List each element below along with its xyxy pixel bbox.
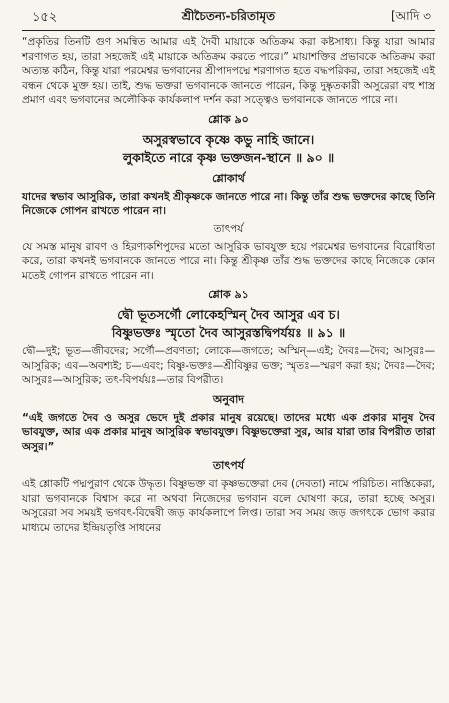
- intro-quote: “প্রকৃতির তিনটি গুণ সমন্বিত আমার এই দৈবী মায়াকে অতিক্রম করা কষ্টসাধ্য। কিন্তু যারা আমার শরণাগত হয়, তারা সহজেই এই মায়াকে অতিক্রম করতে পারে।” মায়াশক্তির প্রভাবকে অতিক্রম করা অত্যন্ত কঠিন, কিন্তু যারা পরমেশ্বর ভগবানের শ্রীপাদপদ্মে শরণাগত হতে বদ্ধপরিকর, তারা সহজেই এই বন্ধন থেকে মুক্ত হয়। তাই, শুদ্ধ ভক্তরা ভগবানকে জানতে পারেন, কিন্তু দুষ্কৃতকারী অসুরেরা বহু শাস্ত্র প্রমাণ এবং ভগবানের অলৌকিক কার্যকলাপ দর্শন করা সত্ত্বেও ভগবানকে জানতে পারে না।: [22, 36, 435, 106]
- translation-91-heading: অনুবাদ: [212, 392, 245, 406]
- word-meanings: দ্বৌ—দুই; ভূত—জীবদের; সর্গৌ—প্রবণতা; লোকে—জগতে; অস্মিন্—এই; দৈবঃ—দৈব; আসুরঃ—আসুরিক; এব—অবশ্যই; চ—এবং; বিষ্ণু-ভক্তঃ—শ্রীবিষ্ণুর ভক্ত; স্মৃতঃ—স্মরণ করা হয়; দৈবঃ—দৈব; আসুরঃ—আসুরিক; তৎ-বিপর্যয়ঃ—তার বিপরীত।: [22, 345, 435, 386]
- sloka-91-line-2: বিষ্ণুভক্তঃ স্মৃতো দৈব আসুরস্তদ্বিপর্যয়ঃ ॥ ৯১ ॥: [111, 325, 346, 340]
- sloka-90-line-2: লুকাইতে নারে কৃষ্ণ ভক্তজন-স্থানে ॥ ৯০ ॥: [122, 149, 335, 165]
- purport-91-text: এই শ্লোকটি পদ্মপুরাণ থেকে উদ্ধৃত। বিষ্ণুভক্ত বা কৃষ্ণভক্তেরা দেব (দেবতা) নামে পরিচিত। নাস্তিকেরা, যারা ভগবানকে বিশ্বাস করে না অথবা নিজেদের ভগবান বলে ঘোষণা করে, তারা হচ্ছে অসুর। অসুরেরা সব সময়ই ভগবৎ-বিদ্বেষী জড় কার্যকলাপে লিপ্ত। তারা সব সময় জড় জগৎকে ভোগ করার মাধ্যমে তাদের ইন্দ্রিয়তৃপ্তি সাধনের: [22, 478, 435, 534]
- sloka-90-heading: শ্লোক ৯০: [208, 112, 249, 126]
- book-page: [0, 4, 449, 703]
- page-header: [22, 4, 435, 31]
- purport-90-heading: তাৎপর্য: [213, 222, 244, 235]
- sloka-91-line-1: দ্বৌ ভূতসর্গৌ লোকেহস্মিন্ দৈব আসুর এব চ।: [117, 307, 340, 322]
- canto-label: [আদি ৩: [390, 9, 431, 23]
- sloka-90-line-1: অসুরস্বভাবে কৃষ্ণে কভু নাহি জানে।: [142, 131, 315, 147]
- sloka-91-heading: শ্লোক ৯১: [208, 288, 249, 301]
- translation-90-heading: শ্লোকার্থ: [212, 171, 245, 185]
- translation-90-text: যাদের স্বভাব আসুরিক, তারা কখনই শ্রীকৃষ্ণকে জানতে পারে না। কিন্তু তাঁর শুদ্ধ ভক্তদের কাছে তিনি নিজেকে গোপন রাখতে পারেন না।: [22, 190, 435, 217]
- translation-91-text: “এই জগতে দৈব ও অসুর ভেদে দুই প্রকার মানুষ রয়েছে। তাদের মধ্যে এক প্রকার মানুষ দৈব ভাবযুক্ত, আর এক প্রকার মানুষ আসুরিক স্বভাবযুক্ত। বিষ্ণুভক্তেরা সুর, আর যারা তার বিপরীত তারা অসুর।”: [22, 411, 435, 453]
- running-title: শ্রীচৈতন্য-চরিতামৃত: [181, 9, 276, 23]
- page-number: ১৫২: [32, 10, 58, 25]
- purport-91-heading: তাৎপর্য: [212, 459, 245, 472]
- purport-90-text: যে সমস্ত মানুষ রাবণ ও হিরণ্যকশিপুদের মতো আসুরিক ভাবযুক্ত হয়ে পরমেশ্বর ভগবানের বিরোধিতা করে, তারা কখনই ভগবানকে জানতে পারে না। কিন্তু শ্রীকৃষ্ণ তাঁর শুদ্ধ ভক্তদের কাছে নিজেকে কোন মতেই গোপন রাখতে পারেন না।: [22, 240, 435, 282]
